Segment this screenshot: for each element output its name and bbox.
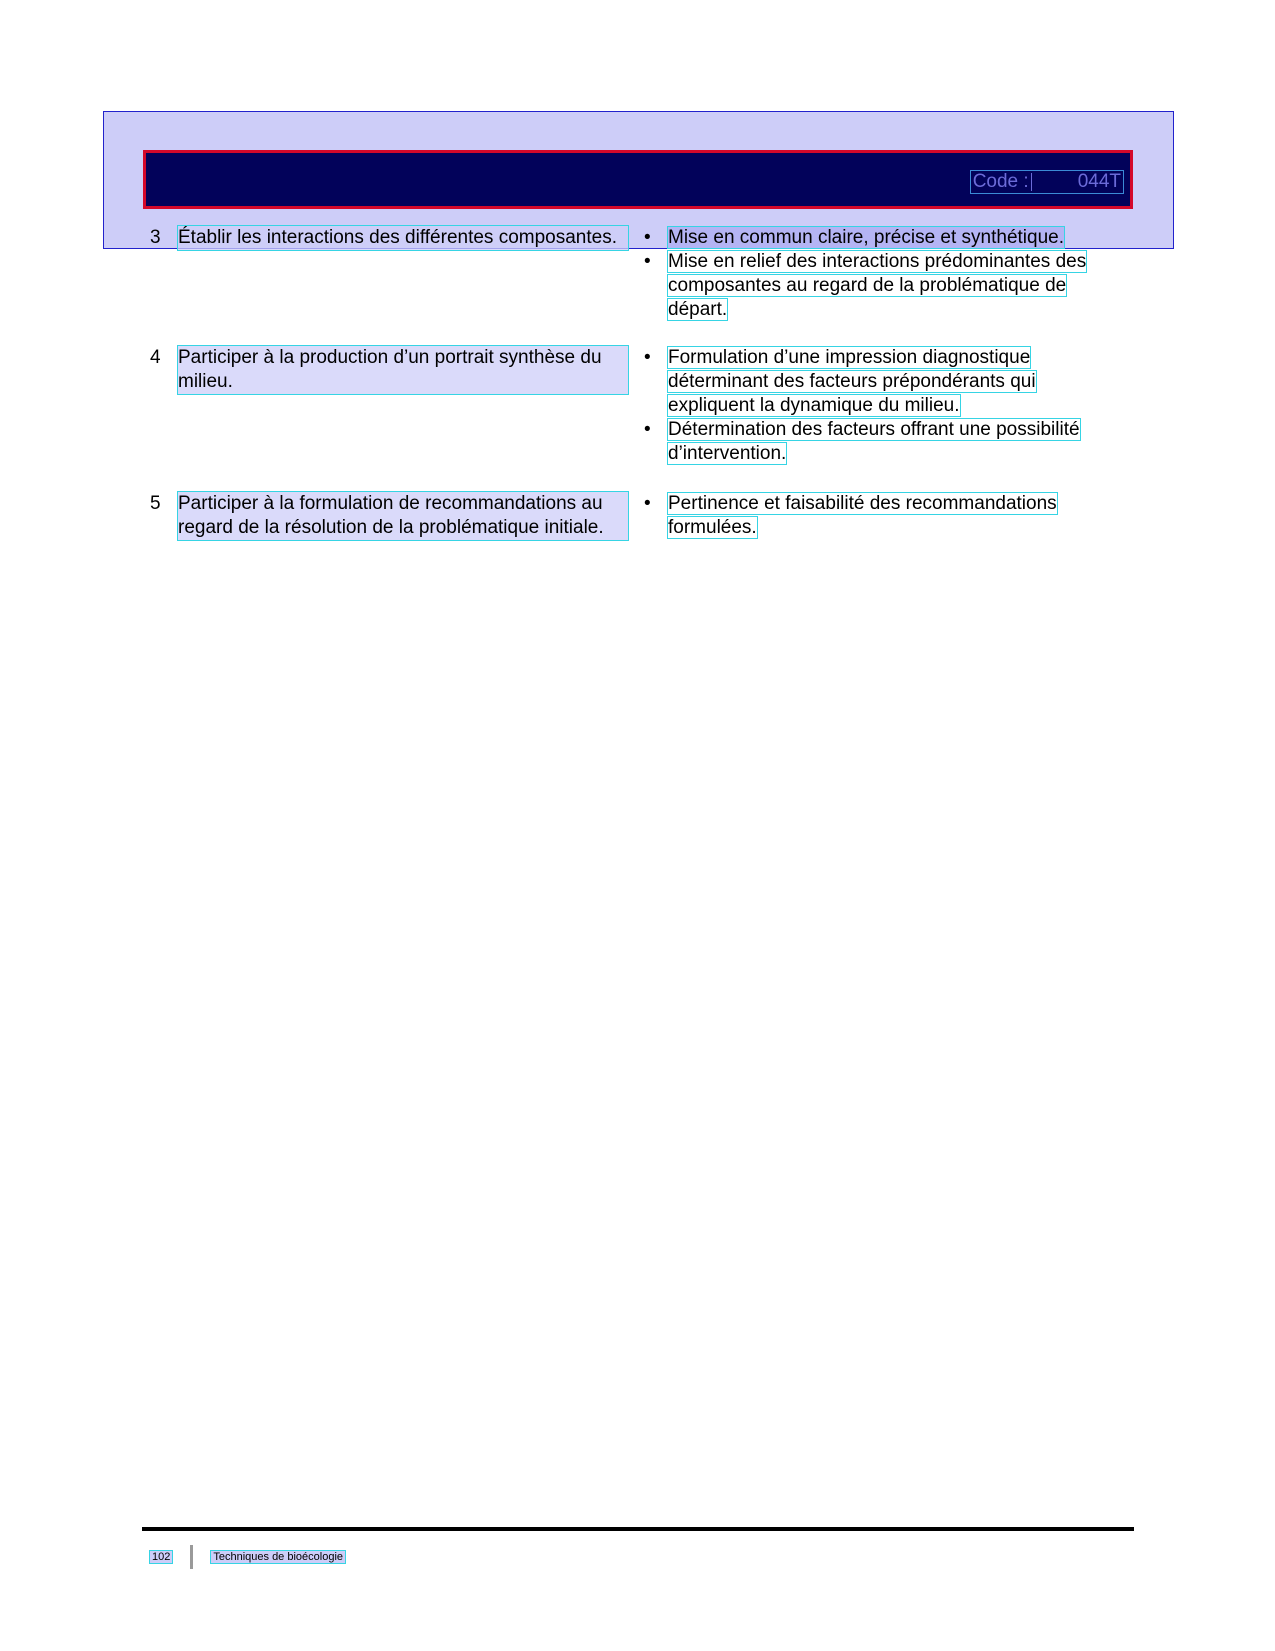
criterion-item: • Pertinence et faisabilité des recommandations formulées. [644, 492, 1124, 540]
criterion-item: • Détermination des facteurs offrant une possibilité d’intervention. [644, 418, 1124, 466]
code-separator [1031, 173, 1032, 191]
criteria-list [644, 346, 1124, 466]
criterion-item: • Mise en commun claire, précise et synthétique. [644, 226, 1124, 250]
element-number: 3 [150, 227, 161, 248]
page-footer [150, 1545, 345, 1569]
footer-rule [142, 1527, 1134, 1531]
program-title: Techniques de bioécologie [213, 1551, 344, 1563]
code-value: 044T [1077, 171, 1121, 192]
criteria-list [644, 226, 1124, 322]
element-text: Participer à la production d’un portrait synthèse du milieu. [178, 346, 628, 394]
element-text: Participer à la formulation de recommandations au regard de la résolution de la problématique initiale. [178, 492, 628, 540]
page-number: 102 [152, 1551, 171, 1563]
criteria-list [644, 492, 1124, 540]
element-number: 5 [150, 493, 161, 514]
criterion-item: • Formulation d’une impression diagnostique déterminant des facteurs prépondérants qui expliquent la dynamique du milieu. [644, 346, 1124, 418]
element-number: 4 [150, 347, 161, 368]
footer-divider [190, 1545, 193, 1569]
code-label: Code : [972, 171, 1029, 192]
title-bar [143, 150, 1133, 209]
code-field [970, 170, 1124, 194]
element-text: Établir les interactions des différentes composantes. [178, 226, 628, 250]
criterion-item: • Mise en relief des interactions prédominantes des composantes au regard de la problématique de départ. [644, 250, 1124, 322]
